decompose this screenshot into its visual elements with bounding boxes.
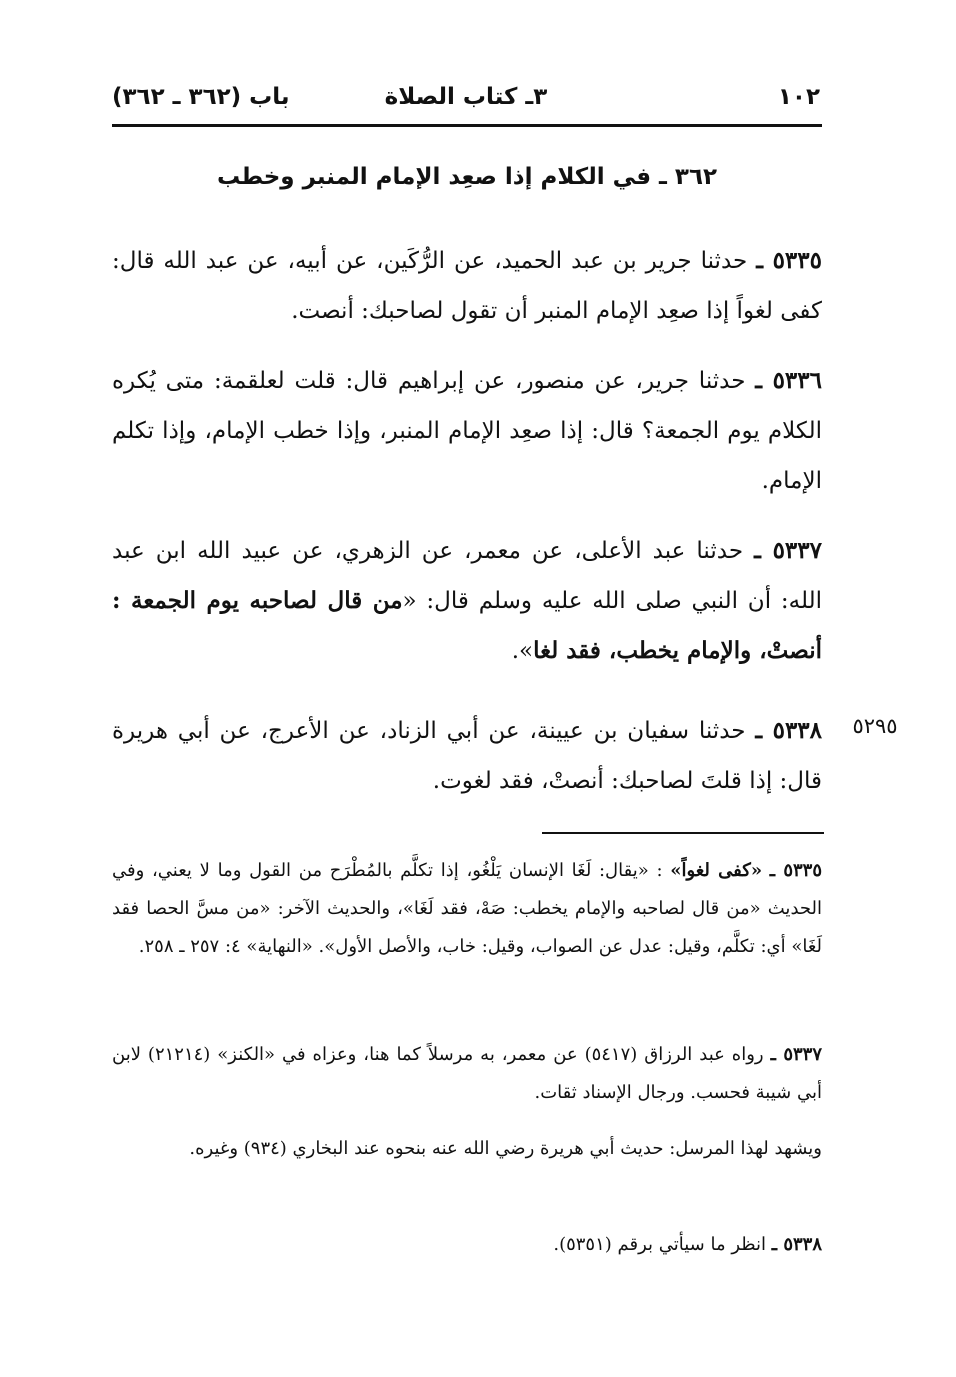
hadith-number: ٥٣٣٦ ـ [755,367,822,394]
bab-range: باب (٣٦٢ ـ ٣٦٢) [112,84,290,110]
footnote-5335 [112,852,822,966]
footnote-term: «كفى لغواً» [670,860,763,881]
hadith-text: حدثنا جرير بن عبد الحميد، عن الرُّكَين، عن أبيه، عن عبد الله قال: كفى لغواً إذا صعِد الإمام المنبر أن تقول لصاحبك: أنصت. [112,248,822,324]
header-rule [112,124,822,127]
footnote-number: ٥٣٣٧ ـ [770,1044,822,1065]
footnote-5337 [112,1036,822,1112]
page-header [112,80,820,120]
hadith-number: ٥٣٣٨ ـ [755,717,823,744]
hadith-text: حدثنا سفيان بن عيينة، عن أبي الزناد، عن الأعرج، عن أبي هريرة قال: إذا قلتَ لصاحبك: أنصتْ، فقد لغوت. [112,718,822,794]
margin-number: ٥٢٩٥ [852,714,898,738]
footnote-number: ٥٣٣٥ ـ [769,860,822,881]
hadith-5338 [112,706,822,806]
footnote-text: ويشهد لهذا المرسل: حديث أبي هريرة رضي الله عنه بنحوه عند البخاري (٩٣٤) وغيره. [189,1138,822,1159]
footnote-text: انظر ما سيأتي برقم (٥٣٥١). [553,1234,772,1255]
hadith-number: ٥٣٣٧ ـ [754,537,822,564]
hadith-5335 [112,236,822,336]
hadith-number: ٥٣٣٥ ـ [756,247,822,274]
hadith-5337 [112,526,822,676]
footnote-separator [542,832,824,834]
book-title: ٣ـ كتاب الصلاة [384,84,548,110]
hadith-5336 [112,356,822,506]
hadith-text: حدثنا عبد الأعلى، عن معمر، عن الزهري، عن عبيد الله ابن عبد الله: أن النبي صلى الله عليه وسلم قال: « [112,538,822,614]
footnote-text: : «يقال: لَغَا الإنسان يَلْغُو، إذا تكلَّم بالمُطْرَح من القول وما لا يعني، وفي الحديث «من قال لصاحبه والإمام يخطب: صَهْ، فقد لَغَا»، والحديث الآخر: «من مسَّ الحصا فقد لَغَا» أي: تكلَّم، وقيل: عدل عن الصواب، وقيل: خاب، والأصل الأول». «النهاية» ٤: ٢٥٧ ـ ٢٥٨. [112,860,822,957]
hadith-text-end: ». [511,638,534,664]
footnote-text: رواه عبد الرزاق (٥٤١٧) عن معمر، به مرسلاً كما هنا، وعزاه في «الكنز» (٢١٢١٤) لابن أبي شيبة فحسب. ورجال الإسناد ثقات. [112,1044,822,1103]
hadith-text: حدثنا جرير، عن منصور، عن إبراهيم قال: قلت لعلقمة: متى يُكره الكلام يوم الجمعة؟ قال: إذا صعِد الإمام المنبر، وإذا خطب الإمام، وإذا تكلم الإمام. [112,368,822,494]
footnote-5338 [112,1226,822,1264]
page-number: ١٠٢ [777,84,820,110]
footnote-number: ٥٣٣٨ ـ [771,1234,822,1255]
footnote-shahid [112,1130,822,1168]
chapter-title: ٣٦٢ ـ في الكلام إذا صعِد الإمام المنبر وخطب [216,164,718,190]
hadith-prophetic-text: من قال لصاحبه يوم الجمعة : أنصتْ، والإمام يخطب، فقد لغا [112,587,822,664]
